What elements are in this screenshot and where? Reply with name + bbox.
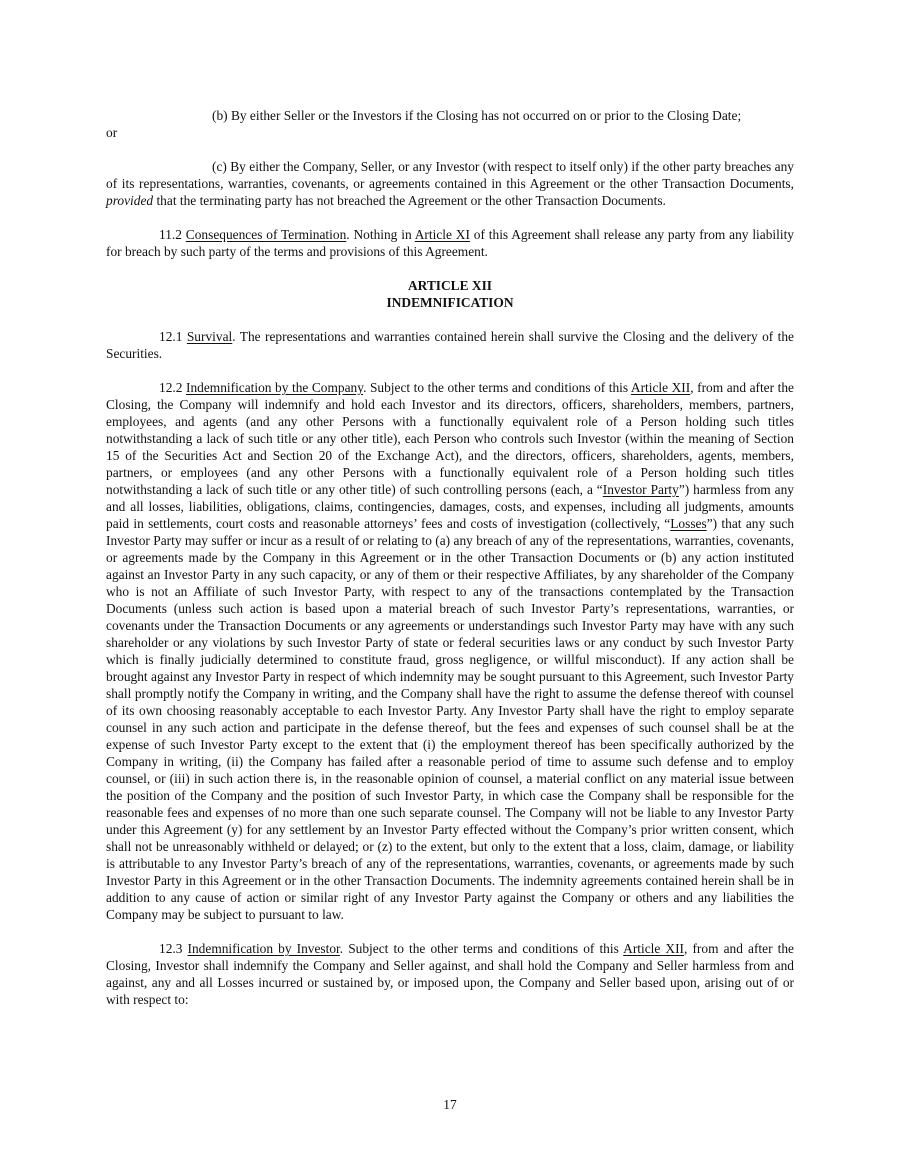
section-12-2-text2: , from and after the Closing, the Company will indemnify and hold each Investor and its directors, officers, shareholders, members, partners, employees, and agents (and any other Persons with a functionally equivalent role of a Person holding such titles notwithstanding a lack of such title or any other title), each Person who controls such Investor (within the meaning of Section 15 of the Securities Act and Section 20 of the Exchange Act), and the directors, officers, shareholders, agents, members, partners, or employees (and any other Persons with a functionally equivalent role of a Person holding such titles notwithstanding a lack of such title or any other title) of such controlling persons (each, a “ bbox=[106, 380, 794, 497]
page-number: 17 bbox=[443, 1097, 457, 1112]
section-12-1-text: . The representations and warranties contained herein shall survive the Closing and the delivery of the Securities. bbox=[106, 329, 795, 361]
section-12-2-number: 12.2 bbox=[159, 380, 186, 395]
section-12-2-text1: . Subject to the other terms and conditions of this bbox=[363, 380, 631, 395]
section-12-1-title: Survival bbox=[186, 329, 233, 344]
section-11-2-article-ref: Article XI bbox=[414, 227, 470, 242]
clause-c bbox=[106, 158, 794, 209]
clause-b bbox=[106, 107, 794, 124]
section-12-3-text1: . Subject to the other terms and conditions of this bbox=[339, 941, 624, 956]
section-11-2-text1: . Nothing in bbox=[346, 227, 415, 242]
section-11-2 bbox=[106, 226, 794, 260]
clause-b-tail: or bbox=[106, 125, 118, 140]
section-12-2-title: Indemnification by the Company bbox=[185, 380, 364, 395]
section-12-1-number: 12.1 bbox=[159, 329, 187, 344]
article-number: ARTICLE XII bbox=[408, 278, 492, 293]
section-12-2-text4: ”) that any such Investor Party may suffer or incur as a result of or relating to (a) any breach of any of the representations, warranties, covenants, or agreements made by the Company in this Agreement or in the other Transaction Documents or (b) any action instituted against an Investor Party in any such capacity, or any of them or their respective Affiliates, by any shareholder of the Company who is not an Affiliate of such Investor Party, with respect to any of the transactions contemplated by the Transaction Documents (unless such action is based upon a material breach of such Investor Party’s representations, warranties, or covenants under the Transaction Documents or any agreements or understandings such Investor Party may have with any such shareholder or any violations by such Investor Party of state or federal securities laws or any conduct by such Investor Party which is finally judicially determined to constitute fraud, gross negligence, or willful misconduct). If any action shall be brought against any Investor Party in respect of which indemnity may be sought pursuant to this Agreement, such Investor Party shall promptly notify the Company in writing, and the Company shall have the right to assume the defense thereof with counsel of its own choosing reasonably acceptable to each Investor Party. Any Investor Party shall have the right to employ separate counsel in any such action and participate in the defense thereof, but the fees and expenses of such counsel shall be at the expense of such Investor Party except to the extent that (i) the employment thereof has been specifically authorized by the Company in writing, (ii) the Company has failed after a reasonable period of time to assume such defense and to employ counsel, or (iii) in such action there is, in the reasonable opinion of counsel, a material conflict on any material issue between the position of the Company and the position of such Investor Party, in which case the Company shall be responsible for the reasonable fees and expenses of no more than one such separate counsel. The Company will not be liable to any Investor Party under this Agreement (y) for any settlement by an Investor Party effected without the Company’s prior written consent, which shall not be unreasonably withheld or delayed; or (z) to the extent, but only to the extent that a loss, claim, damage, or liability is attributable to any Investor Party’s breach of any of the representations, warranties, covenants, or agreements made by such Investor Party in this Agreement or in the other Transaction Documents. The indemnity agreements contained herein shall be in addition to any cause of action or similar right of any Investor Party against the Company or others and any liabilities the Company may be subject to pursuant to law. bbox=[106, 516, 795, 922]
section-12-3-number: 12.3 bbox=[159, 941, 188, 956]
section-12-3-text2: , from and after the Closing, Investor shall indemnify the Company and Seller against, and shall hold the Company and Seller harmless from and against, any and all Losses incurred or sustained by, or imposed upon, the Company and Seller based upon, arising out of or with respect to: bbox=[106, 941, 794, 1007]
section-12-2 bbox=[106, 379, 794, 923]
section-12-1 bbox=[106, 328, 794, 362]
section-11-2-title: Consequences of Termination bbox=[185, 227, 347, 242]
document-body bbox=[106, 107, 794, 1008]
section-12-2-text3: ”) harmless from any and all losses, liabilities, obligations, claims, contingencies, damages, costs, and expenses, including all judgments, amounts paid in settlements, court costs and reasonable attorneys’ fees and costs of investigation (collectively, “ bbox=[106, 482, 794, 531]
section-12-3-article-ref: Article XII bbox=[623, 941, 685, 956]
term-investor-party: Investor Party bbox=[602, 482, 679, 497]
clause-c-part1: (c) By either the Company, Seller, or any Investor (with respect to itself only) if the other party breaches any of its representations, warranties, covenants, or agreements contained in this Agreement or the other Transaction Documents, bbox=[106, 159, 794, 191]
article-title: INDEMNIFICATION bbox=[386, 295, 514, 310]
term-losses: Losses bbox=[670, 516, 707, 531]
section-12-3 bbox=[106, 940, 794, 1008]
clause-c-part2: that the terminating party has not breached the Agreement or the other Transaction Documents. bbox=[153, 193, 666, 208]
clause-b-text: (b) By either Seller or the Investors if the Closing has not occurred on or prior to the Closing Date; bbox=[212, 108, 742, 123]
section-12-2-article-ref: Article XII bbox=[630, 380, 691, 395]
section-12-3-title: Indemnification by Investor bbox=[187, 941, 340, 956]
section-11-2-text2: of this Agreement shall release any party from any liability for breach by such party of the terms and provisions of this Agreement. bbox=[106, 227, 794, 259]
section-11-2-number: 11.2 bbox=[159, 227, 186, 242]
clause-c-provided: provided bbox=[106, 193, 154, 208]
